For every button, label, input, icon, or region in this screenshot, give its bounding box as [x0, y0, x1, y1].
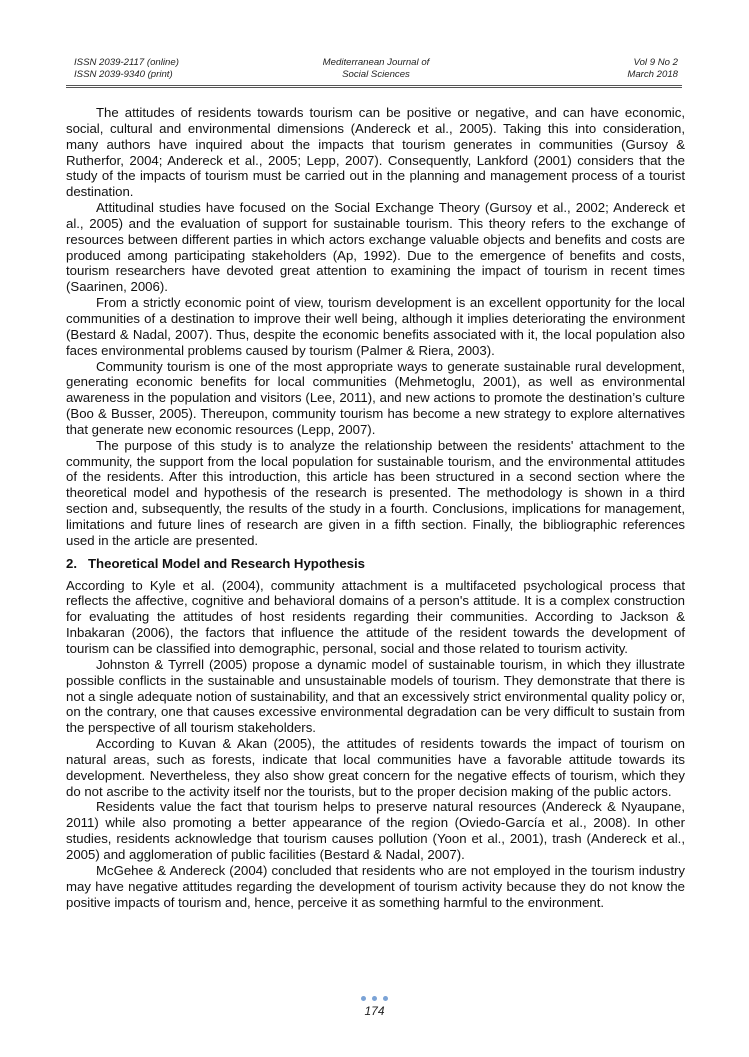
dot-icon — [361, 996, 366, 1001]
header-journal-name — [74, 57, 678, 81]
header-divider — [66, 85, 682, 88]
volume-issue: Vol 9 No 2 — [633, 57, 678, 68]
paragraph: From a strictly economic point of view, tourism development is an excellent opportunity for the local communities of a destination to improve their well being, although it implies deteriorating the environment (Bestard & Nadal, 2007). Thus, despite the economic benefits associated with it, the local population also faces environmental problems caused by tourism (Palmer & Riera, 2003). — [66, 295, 685, 358]
section-title: Theoretical Model and Research Hypothesis — [88, 555, 366, 571]
section-number: 2. — [66, 555, 77, 571]
paragraph: Residents value the fact that tourism helps to preserve natural resources (Andereck & Nyaupane, 2011) while also promoting a better appearance of the region (Oviedo-García et al., 2008). In other studies, residents acknowledge that tourism causes pollution (Yoon et al., 2001), trash (Andereck et al., 2005) and agglomeration of public facilities (Bestard & Nadal, 2007). — [66, 799, 685, 862]
dot-icon — [372, 996, 377, 1001]
paragraph: According to Kuvan & Akan (2005), the attitudes of residents towards the impact of tourism on natural areas, such as forests, indicate that local communities have a favorable attitude towards its development. Nevertheless, they also show great concern for the negative effects of tourism, which they do not ascribe to the activity itself nor the tourists, but to the proper decision making of the public actors. — [66, 736, 685, 799]
paragraph: The purpose of this study is to analyze the relationship between the residents' attachment to the community, the support from the local population for sustainable tourism, and the environmental attitudes of the residents. After this introduction, this article has been structured in a second section where the theoretical model and hypothesis of the research is presented. The methodology is shown in a third section and, subsequently, the results of the study in a fourth. Conclusions, implications for management, limitations and future lines of research are given in a fifth section. Finally, the bibliographic references used in the article are presented. — [66, 437, 685, 548]
issn-print: ISSN 2039-9340 (print) — [74, 69, 173, 80]
footer-dots-icon — [0, 994, 749, 1002]
paragraph: McGehee & Andereck (2004) concluded that residents who are not employed in the tourism industry may have negative attitudes regarding the development of tourism activity because they do not know the positive impacts of tourism and, hence, perceive it as something harmful to the environment. — [66, 862, 685, 910]
page-footer — [0, 994, 749, 1018]
paragraph: Community tourism is one of the most appropriate ways to generate sustainable rural development, generating economic benefits for local communities (Mehmetoglu, 2001), as well as environmental awareness in the population and visitors (Lee, 2011), and new actions to promote the destination’s culture (Boo & Busser, 2005). Thereupon, community tourism has become a new strategy to explore alternatives that generate new economic resources (Lepp, 2007). — [66, 358, 685, 437]
paragraph: According to Kyle et al. (2004), community attachment is a multifaceted psychological process that reflects the affective, cognitive and behavioral domains of a person's attitude. It is a complex construction for evaluating the attitudes of host residents regarding their communities. According to Jackson & Inbakaran (2006), the factors that influence the attitude of the resident towards the development of tourism can be classified into demographic, personal, social and those related to tourism activity. — [66, 577, 685, 656]
paragraph: Attitudinal studies have focused on the Social Exchange Theory (Gursoy et al., 2002; Andereck et al., 2005) and the evaluation of support for sustainable tourism. This theory refers to the exchange of resources between different parties in which actors exchange valuable objects and benefits and costs are produced among participating stakeholders (Ap, 1992). Due to the emergence of benefits and costs, tourism researchers have devoted great attention to examining the impact of tourism in recent times (Saarinen, 2006). — [66, 200, 685, 295]
journal-name-line-1: Mediterranean Journal of — [322, 57, 430, 68]
section-heading — [66, 556, 685, 572]
journal-name-line-2: Social Sciences — [342, 69, 410, 80]
page-number: 174 — [364, 1004, 385, 1018]
page-header — [74, 57, 678, 85]
publication-date: March 2018 — [627, 69, 678, 80]
paragraph: The attitudes of residents towards tourism can be positive or negative, and can have economic, social, cultural and environmental dimensions (Andereck et al., 2005). Taking this into consideration, many authors have inquired about the impacts that tourism generates in communities (Gursoy & Rutherfor, 2004; Andereck et al., 2005; Lepp, 2007). Consequently, Lankford (2001) considers that the study of the impacts of tourism must be carried out in the planning and management process of a tourist destination. — [66, 105, 685, 200]
issn-online: ISSN 2039-2117 (online) — [74, 57, 179, 68]
paragraph: Johnston & Tyrrell (2005) propose a dynamic model of sustainable tourism, in which they illustrate possible conflicts in the sustainable and unsustainable models of tourism. They demonstrate that there is not a single adequate notion of sustainability, and that an excessively strict environmental quality policy or, on the contrary, one that causes excessive environmental degradation can be very difficult to sustain from the perspective of all tourism stakeholders. — [66, 656, 685, 736]
article-body — [66, 105, 685, 910]
header-volume — [627, 57, 678, 81]
dot-icon — [383, 996, 388, 1001]
